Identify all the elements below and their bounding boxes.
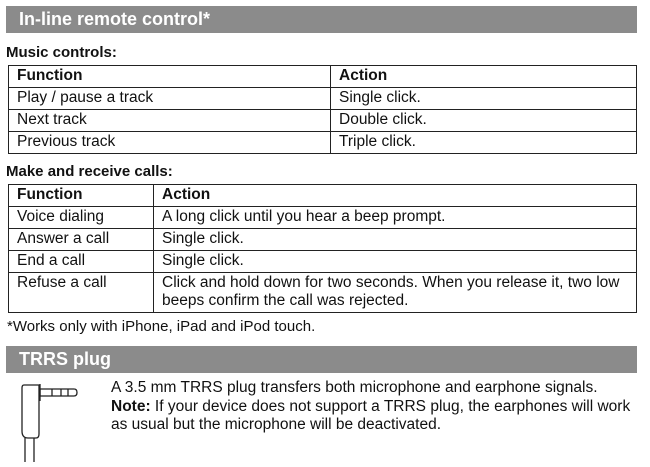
section-title: TRRS plug (19, 349, 111, 369)
action-cell: Triple click. (331, 132, 637, 154)
action-cell: Single click. (154, 229, 637, 251)
calls-table (8, 184, 637, 313)
function-cell: Answer a call (9, 229, 154, 251)
action-cell: A long click until you hear a beep prompt. (154, 207, 637, 229)
calls-heading: Make and receive calls: (6, 163, 173, 180)
section-title: In-line remote control* (19, 9, 211, 29)
action-cell: Double click. (331, 110, 637, 132)
table-header-row (9, 66, 637, 88)
column-header-function: Function (9, 185, 154, 207)
music-controls-table (8, 65, 637, 154)
column-header-function: Function (9, 66, 331, 88)
table-row (9, 88, 637, 110)
function-cell: Play / pause a track (9, 88, 331, 110)
function-cell: Next track (9, 110, 331, 132)
function-cell: Voice dialing (9, 207, 154, 229)
trrs-description (111, 379, 631, 435)
table-row (9, 229, 637, 251)
action-cell: Single click. (154, 251, 637, 273)
note-label: Note: (111, 397, 151, 415)
section-header-trrs (6, 346, 637, 373)
function-cell: Previous track (9, 132, 331, 154)
action-cell: Single click. (331, 88, 637, 110)
table-row (9, 251, 637, 273)
table-header-row (9, 185, 637, 207)
section-header-remote (6, 6, 637, 33)
note-text: If your device does not support a TRRS plug, the earphones will work as usual but the microphone will be deactivated. (111, 397, 631, 433)
trrs-note (111, 398, 631, 435)
column-header-action: Action (154, 185, 637, 207)
footnote: *Works only with iPhone, iPad and iPod touch. (7, 318, 316, 335)
trrs-plug-icon (12, 376, 82, 467)
table-row (9, 207, 637, 229)
function-cell: End a call (9, 251, 154, 273)
table-row (9, 132, 637, 154)
function-cell: Refuse a call (9, 273, 154, 313)
column-header-action: Action (331, 66, 637, 88)
music-controls-heading: Music controls: (6, 44, 117, 61)
table-row (9, 273, 637, 313)
trrs-intro: A 3.5 mm TRRS plug transfers both microphone and earphone signals. (111, 379, 598, 396)
table-row (9, 110, 637, 132)
action-cell: Click and hold down for two seconds. When you release it, two low beeps confirm the call was rejected. (154, 273, 637, 313)
